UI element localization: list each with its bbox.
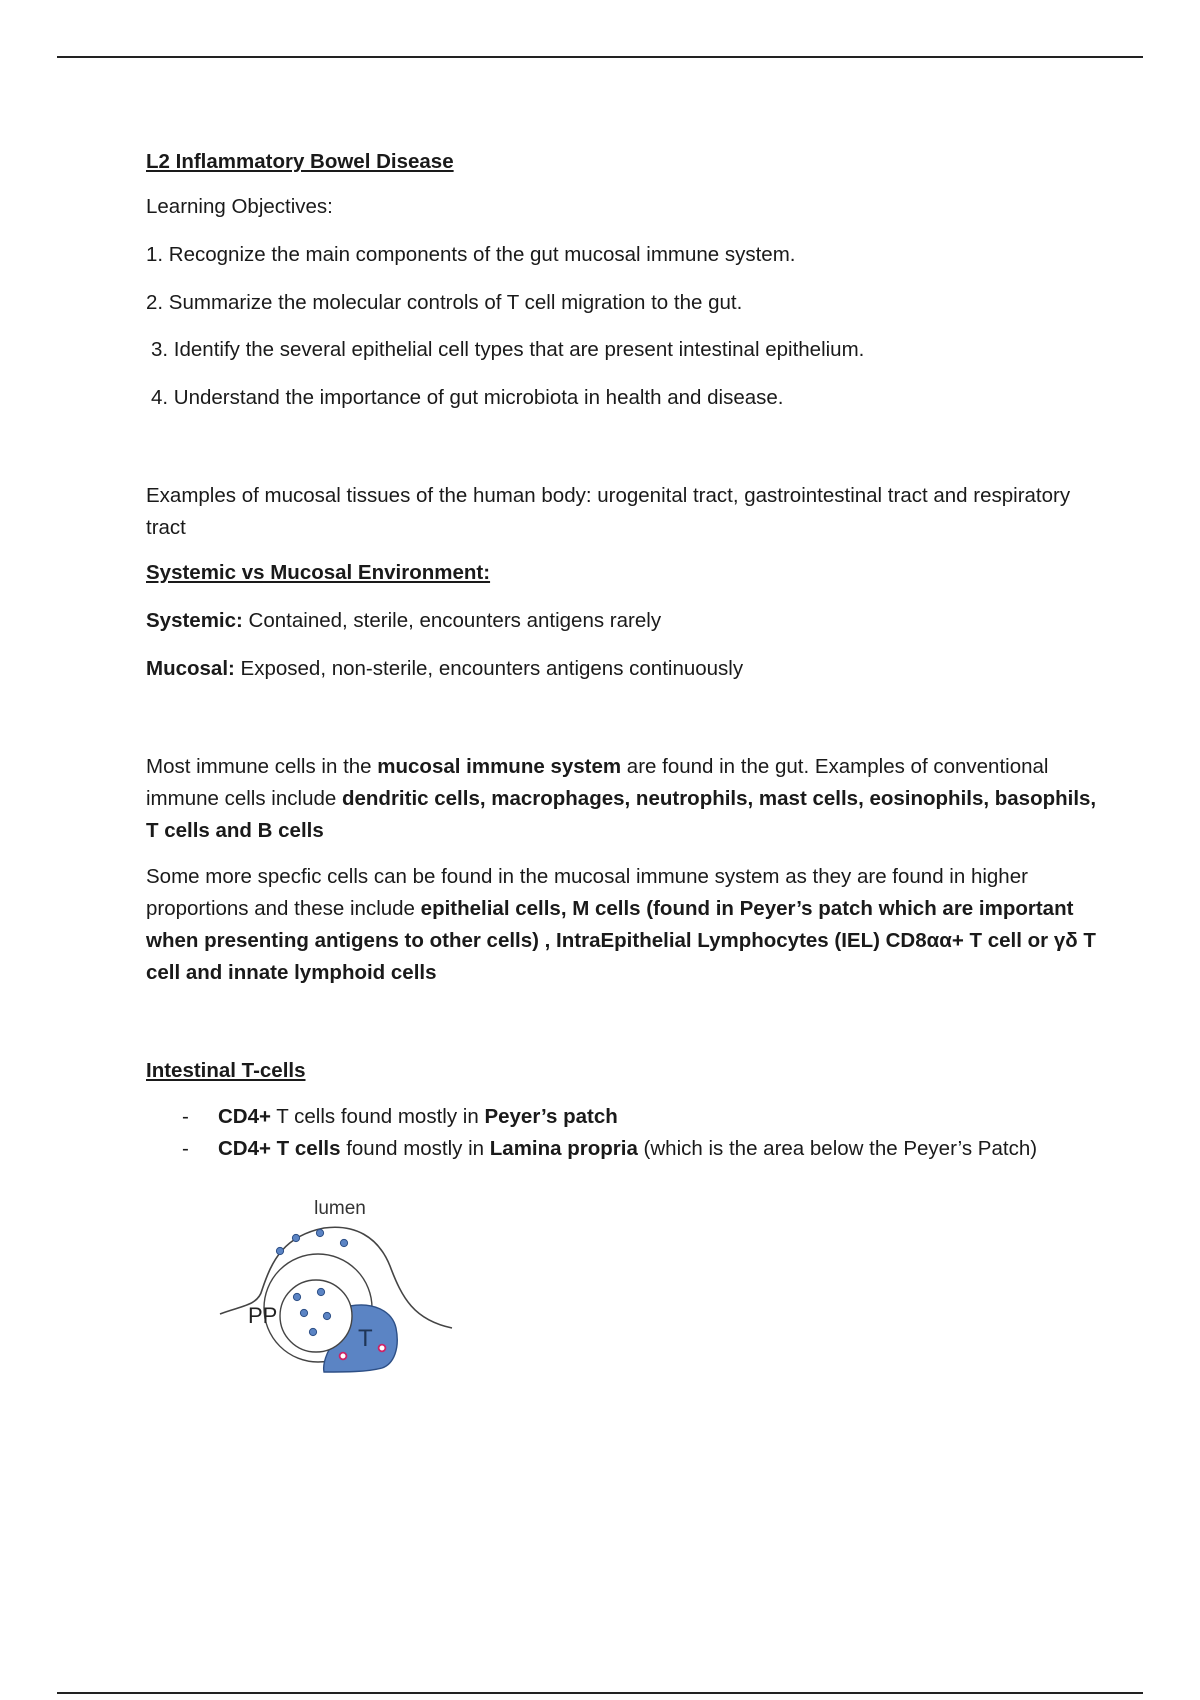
bullet-dash: - <box>182 1137 189 1160</box>
tcells-list <box>146 1101 1106 1165</box>
mucosal-text: Exposed, non-sterile, encounters antigens continuously <box>234 657 744 680</box>
bottom-rule <box>57 1692 1143 1694</box>
antigen-dot <box>340 1239 347 1246</box>
objective-3: 3. Identify the several epithelial cell types that are present intestinal epithelium. <box>151 338 865 361</box>
t-cell-dot <box>340 1353 347 1360</box>
bullet-dash: - <box>182 1105 189 1128</box>
germinal-center <box>280 1280 352 1352</box>
environment-heading: Systemic vs Mucosal Environment: <box>146 561 491 584</box>
immune-cells-paragraph <box>146 751 1106 847</box>
b-cell-dot <box>293 1293 300 1300</box>
b-cell-dot <box>309 1328 316 1335</box>
bullet-bold: Peyer’s patch <box>484 1105 618 1128</box>
t-label: T <box>358 1325 373 1352</box>
bullet-text: found mostly in <box>340 1137 490 1160</box>
bullet-bold: CD4+ <box>218 1105 271 1128</box>
antigen-dot <box>316 1229 323 1236</box>
document-body <box>146 146 1106 1165</box>
mucosal-examples: Examples of mucosal tissues of the human body: urogenital tract, gastrointestinal tract and respiratory tract <box>146 484 1071 539</box>
mucosal-label: Mucosal: <box>146 657 235 680</box>
systemic-text: Contained, sterile, encounters antigens rarely <box>242 609 662 632</box>
para1-text-2: are found in the gut. Examples of conventional immune cells include <box>146 755 1049 810</box>
para2-bold-1: epithelial cells, M cells (found in Peyer’s patch which are important when presenting antigens to other cells) , IntraEpithelial Lymphocytes (IEL) CD8αα+ T cell or γδ T cell and innate lymphoid cells <box>146 897 1096 984</box>
systemic-line <box>146 605 1106 637</box>
b-cell-dot <box>323 1312 330 1319</box>
mucosal-line <box>146 653 1106 685</box>
bullet-text: T cells found mostly in <box>270 1105 485 1128</box>
bullet-bold: Lamina propria <box>489 1137 638 1160</box>
para1-bold-1: mucosal immune system <box>377 755 622 778</box>
systemic-label: Systemic: <box>146 609 243 632</box>
antigen-dot <box>276 1247 283 1254</box>
intestinal-tcells-heading: Intestinal T-cells <box>146 1059 306 1082</box>
peyers-patch-diagram <box>200 1188 500 1388</box>
top-rule <box>57 56 1143 58</box>
t-cell-dot <box>379 1345 386 1352</box>
list-item <box>146 1101 1106 1133</box>
objective-2: 2. Summarize the molecular controls of T cell migration to the gut. <box>146 291 743 314</box>
b-cell-dot <box>317 1288 324 1295</box>
lumen-label: lumen <box>314 1198 366 1219</box>
antigen-dot <box>292 1234 299 1241</box>
objective-1: 1. Recognize the main components of the gut mucosal immune system. <box>146 243 796 266</box>
bullet-bold: CD4+ T cells <box>218 1137 341 1160</box>
para1-text-1: Most immune cells in the <box>146 755 378 778</box>
objectives-heading: Learning Objectives: <box>146 195 333 218</box>
b-cell-dot <box>300 1309 307 1316</box>
list-item <box>146 1133 1106 1165</box>
specific-cells-paragraph <box>146 861 1106 989</box>
pp-label: PP <box>248 1303 278 1328</box>
bullet-text: (which is the area below the Peyer’s Patch) <box>637 1137 1038 1160</box>
document-title: L2 Inflammatory Bowel Disease <box>146 150 454 173</box>
para2-text-1: Some more specfic cells can be found in the mucosal immune system as they are found in higher proportions and these include <box>146 865 1028 920</box>
para1-bold-2: dendritic cells, macrophages, neutrophils, mast cells, eosinophils, basophils, T cells and B cells <box>146 787 1097 842</box>
objective-4: 4. Understand the importance of gut microbiota in health and disease. <box>151 386 784 409</box>
